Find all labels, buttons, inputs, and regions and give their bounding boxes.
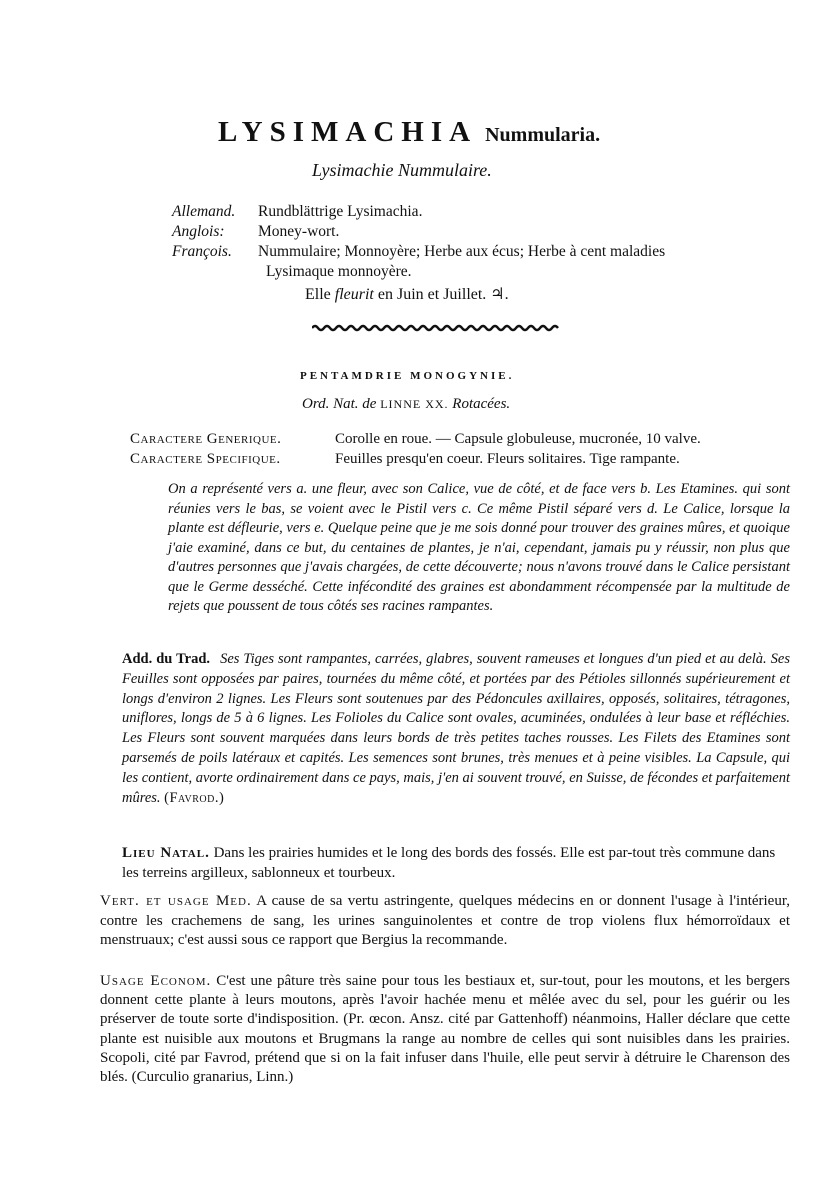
flowering-months: en Juin et Juillet. ♃. xyxy=(377,286,509,303)
name-continuation: Lysimaque monnoyère. xyxy=(266,263,412,280)
name-value: Money-wort. xyxy=(258,223,340,240)
addition-signature: (Favrod.) xyxy=(164,789,225,806)
ornamental-rule xyxy=(312,324,562,332)
characters-block xyxy=(130,429,790,469)
medical-section xyxy=(100,892,790,951)
name-row-french xyxy=(172,242,665,262)
habitat-text: Dans les prairies humides et le long des bords des fossés. Elle est par-tout très commune dans les terreins argilleux, sablonneux et tourbeux. xyxy=(122,845,776,881)
addition-text: Ses Tiges sont rampantes, carrées, glabres, souvent rameuses et longues d'un pied et au delà. Ses Feuilles sont opposées par paires, tournées du même côté, et portées par des Pétioles sillonnés supérieurement et longs d'environ 2 lignes. Les Fleurs sont soutenues par des Pédoncules axillaires, opposés, solitaires, tétragones, uniflores, longs de 5 à 6 lignes. Les Folioles du Calice sont ovales, acuminées, ondulées à leur base et réfléchies. Les Fleurs sont souvent marquées dans leurs bords de très petites taches rousses. Les Filets des Etamines sont parsemés de poils latéraux et capités. Les semences sont brunes, très menues et à peine visibles. La Capsule, qui les contient, avorte ordinairement dans ce pays, mais, j'en ai souvent trouvé, en Suisse, de fécondes et parfaitement mûres. xyxy=(122,651,791,806)
species-name: Nummularia. xyxy=(485,124,601,146)
economic-label: Usage Econom. xyxy=(100,973,212,989)
medical-text: A cause de sa vertu astringente, quelques médecins en or donnent l'usage à l'intérieur, contre les crachemens de sang, les urines sanguinolentes et contre de trop violens flux hémorroïdaux et menstruaux; c'est aussi sous ce rapport que Bergius la recommande. xyxy=(100,893,790,948)
addition-lead: Add. du Trad. xyxy=(122,651,211,667)
name-value: Rundblättrige Lysimachia. xyxy=(258,203,423,220)
flowering-period xyxy=(305,284,509,304)
language-label: Allemand. xyxy=(172,203,236,220)
flowering-prefix: Elle xyxy=(305,286,331,303)
genus-name: LYSIMACHIA xyxy=(218,116,478,148)
order-author: LINNE XX. xyxy=(380,397,449,411)
generic-character xyxy=(130,429,790,449)
vernacular-names xyxy=(172,202,665,282)
habitat-label: Lieu Natal. xyxy=(122,845,210,861)
french-title: Lysimachie Nummulaire. xyxy=(312,160,492,180)
language-label: François. xyxy=(172,243,232,260)
economic-text: C'est une pâture très saine pour tous les bestiaux et, sur-tout, pour les moutons, et les bergers donnent cette plante à leurs moutons, après l'avoir hachée menu et mêlée avec du sel, pour les guérir ou les préserver de toute sorte d'indisposition. (Pr. œcon. Ansz. cité par Gattenhoff) néanmoins, Haller déclare que cette plante est nuisible aux moutons et Brugmans la range au nombre de celles qui sont nuisibles dans les prairies. Scopoli, cité par Favrod, prétend que si on la fait infuser dans l'huile, elle peut servir à détruire le Charenson des blés. (Curculio granarius, Linn.) xyxy=(100,973,791,1086)
page-title xyxy=(218,116,600,149)
name-row-german xyxy=(172,202,665,222)
character-label: Caractere Specifique. xyxy=(130,451,281,467)
language-label: Anglois: xyxy=(172,223,225,240)
economic-section xyxy=(100,972,790,1087)
figure-description: On a représenté vers a. une fleur, avec son Calice, vue de côté, et de face vers b. Les Etamines. qui sont réunies vers le bas, se voient avec le Pistil vers c. Ce même Pistil séparé vers d. Le Calice, lorsque la plante est défleurie, vers e. Quelque peine que je me sois donné pour trouver des graines mûres, et quoique j'aie examiné, dans ce but, du centaines de plantes, je n'ai, cependant, jamais pu y réussir, non plus que d'autres personnes que j'avais chargées, de cette découverte; nous n'avons trouvé dans le Calice persistant que le Germe desséché. Cette infécondité des graines est abondamment récompensée par la multitude de rejets que poussent de tous côtés ses racines rampantes. xyxy=(168,481,790,614)
habitat-section xyxy=(122,844,790,883)
specific-character xyxy=(130,449,790,469)
character-text: Corolle en roue. — Capsule globuleuse, mucronée, 10 valve. xyxy=(335,431,701,447)
flowering-verb: fleurit xyxy=(334,286,374,303)
medical-label: Vert. et usage Med. xyxy=(100,893,252,909)
order-name: Rotacées. xyxy=(452,396,511,412)
character-label: Caractere Generique. xyxy=(130,431,282,447)
natural-order xyxy=(302,396,510,413)
translator-addition xyxy=(122,650,790,808)
character-text: Feuilles presqu'en coeur. Fleurs solitaires. Tige rampante. xyxy=(335,451,680,467)
name-value: Nummulaire; Monnoyère; Herbe aux écus; Herbe à cent maladies xyxy=(258,243,666,260)
order-prefix: Ord. Nat. de xyxy=(302,396,377,412)
name-row-english xyxy=(172,222,665,242)
linnean-class: PENTAMDRIE MONOGYNIE. xyxy=(300,370,515,382)
